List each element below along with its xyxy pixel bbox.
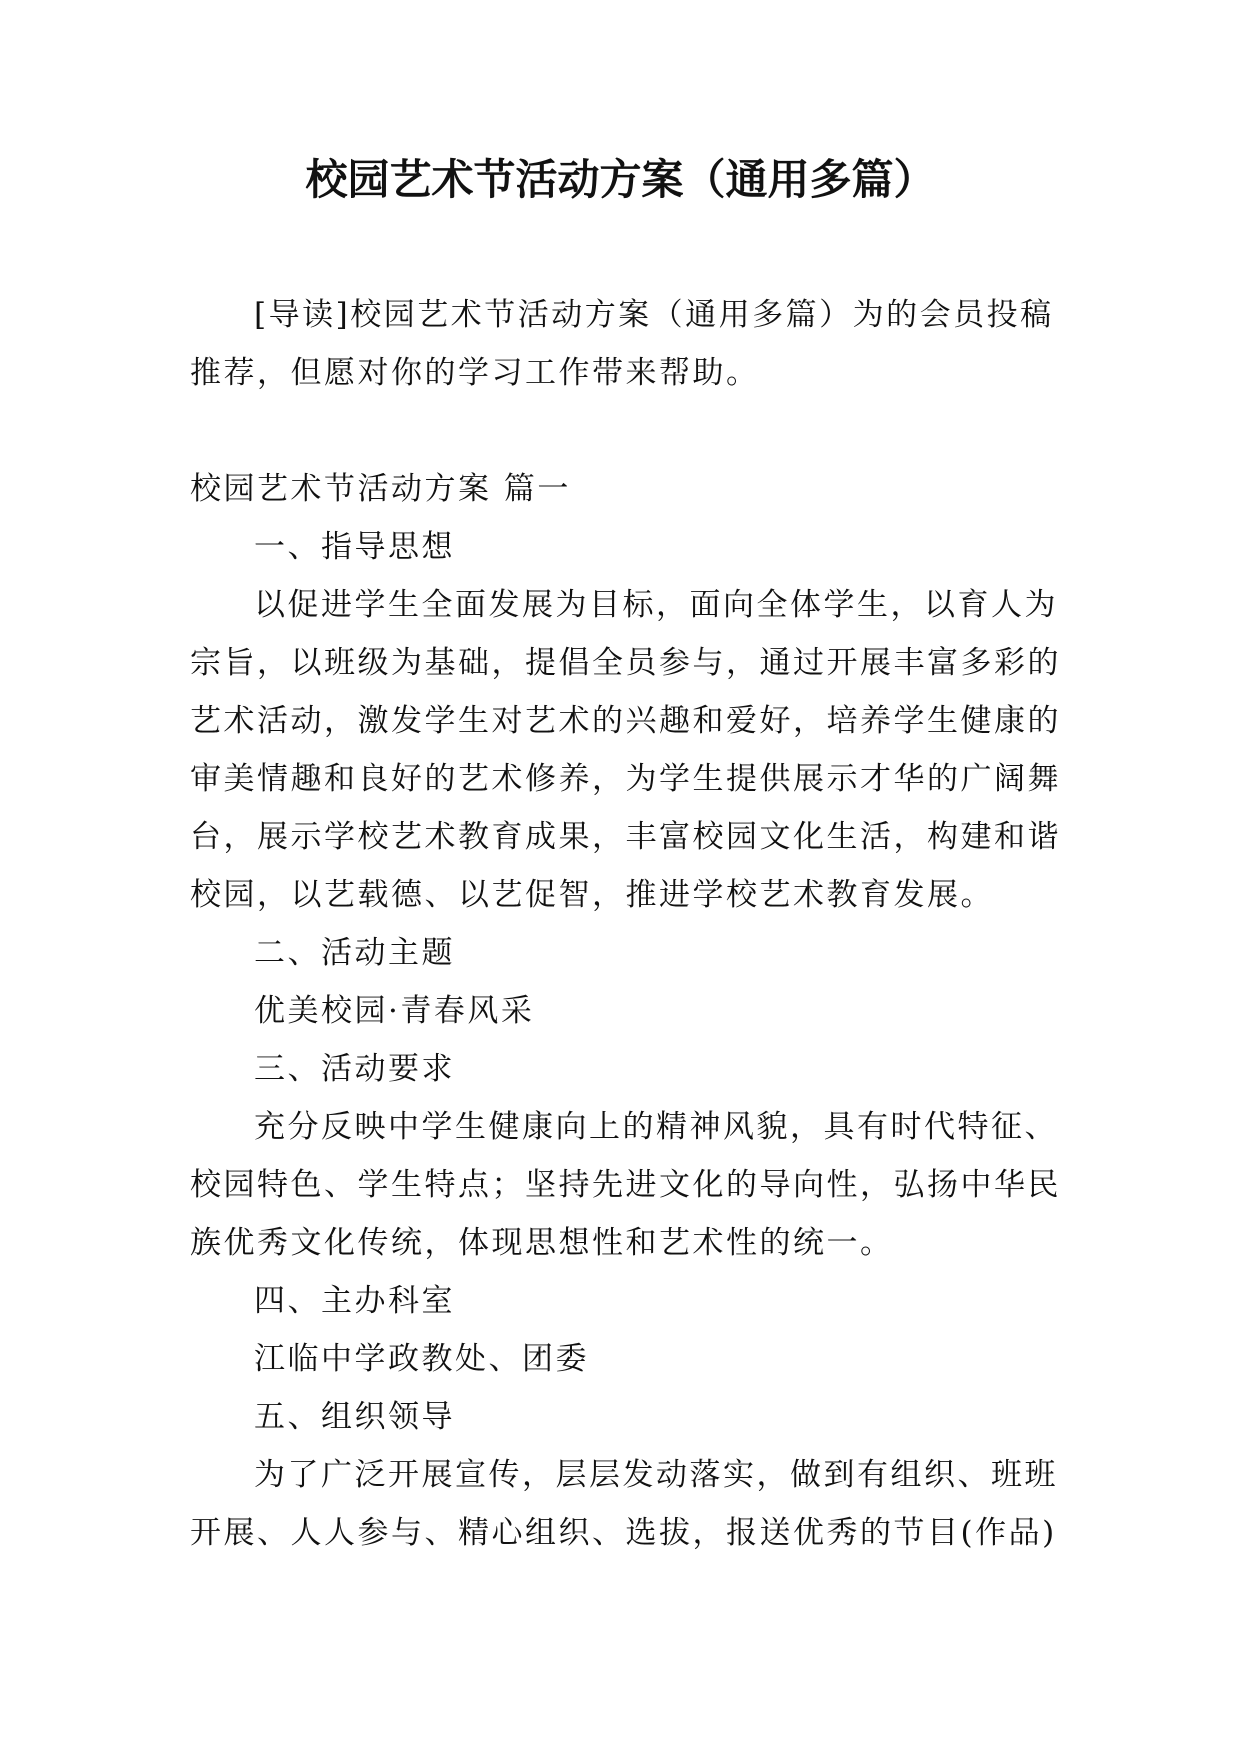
- document-title: 校园艺术节活动方案（通用多篇）: [305, 155, 936, 204]
- paragraph-line: 以促进学生全面发展为目标，面向全体学生，以育人为: [254, 587, 1058, 623]
- paragraph-line: 开展、人人参与、精心组织、选拔，报送优秀的节目(作品): [190, 1515, 1057, 1551]
- paragraph-line: 宗旨，以班级为基础，提倡全员参与，通过开展丰富多彩的: [190, 645, 1061, 681]
- intro-line-2: 推荐，但愿对你的学习工作带来帮助。: [190, 355, 760, 391]
- intro-line-1: [导读]校园艺术节活动方案（通用多篇）为的会员投稿: [254, 297, 1054, 333]
- paragraph-line: 校园，以艺载德、以艺促智，推进学校艺术教育发展。: [190, 877, 994, 913]
- paragraph-line: 充分反映中学生健康向上的精神风貌，具有时代特征、: [254, 1109, 1058, 1145]
- paragraph-line: 台，展示学校艺术教育成果，丰富校园文化生活，构建和谐: [190, 819, 1061, 855]
- paragraph-line: 审美情趣和良好的艺术修养，为学生提供展示才华的广阔舞: [190, 761, 1061, 797]
- paragraph-line: 艺术活动，激发学生对艺术的兴趣和爱好，培养学生健康的: [190, 703, 1061, 739]
- document-body: [190, 286, 1070, 1562]
- activity-theme-text: 优美校园·青春风采: [254, 993, 535, 1029]
- paragraph-line: 为了广泛开展宣传，层层发动落实，做到有组织、班班: [254, 1457, 1058, 1493]
- paragraph-line: 族优秀文化传统，体现思想性和艺术性的统一。: [190, 1225, 894, 1261]
- section-heading: 校园艺术节活动方案 篇一: [190, 471, 571, 507]
- organizer-text: 江临中学政教处、团委: [254, 1341, 589, 1377]
- heading-guiding-ideology: 一、指导思想: [254, 529, 455, 565]
- heading-leadership: 五、组织领导: [254, 1399, 455, 1435]
- heading-activity-requirements: 三、活动要求: [254, 1051, 455, 1087]
- heading-organizer: 四、主办科室: [254, 1283, 455, 1319]
- heading-activity-theme: 二、活动主题: [254, 935, 455, 971]
- paragraph-line: 校园特色、学生特点；坚持先进文化的导向性，弘扬中华民: [190, 1167, 1061, 1203]
